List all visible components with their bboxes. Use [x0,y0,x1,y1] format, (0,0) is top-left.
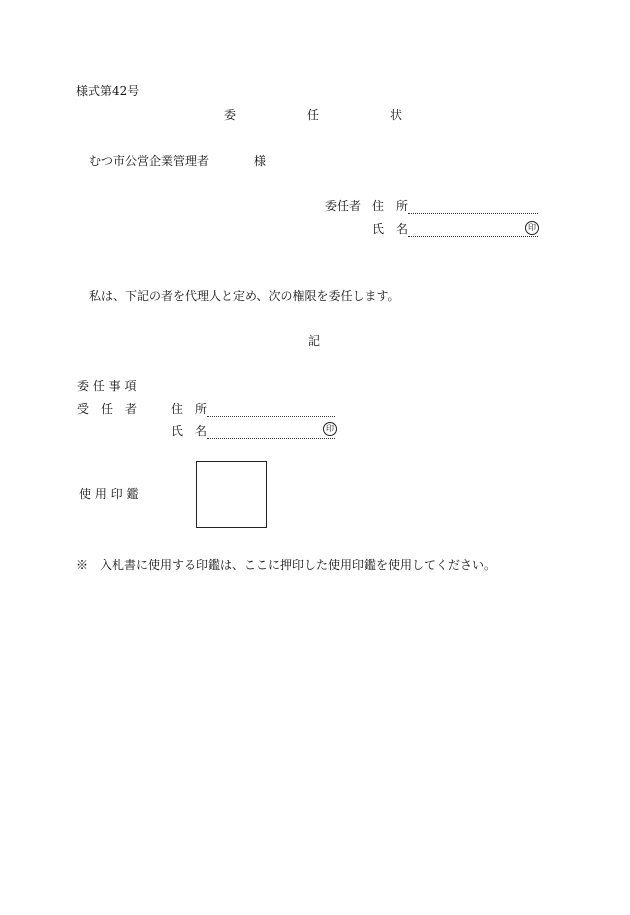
delegator-label: 委任者 [325,199,362,213]
seal-impression-box[interactable] [196,461,267,528]
title-char-1: 委 [224,108,237,122]
agent-seal-icon: 印 [323,422,337,436]
agent-address-line[interactable] [207,416,335,417]
agent-name-line[interactable] [207,438,335,439]
agent-address-label: 住 所 [171,402,208,416]
statement-text: 私は、下記の者を代理人と定め、次の権限を委任します。 [89,289,400,303]
title-char-2: 任 [307,108,320,122]
delegator-seal-icon: 印 [525,221,539,235]
delegator-address-line[interactable] [408,213,538,214]
title-char-3: 状 [390,108,403,122]
form-number: 様式第42号 [76,84,140,98]
ki-heading: 記 [308,334,321,348]
agent-label: 受 任 者 [77,402,138,416]
delegator-name-label: 氏 名 [372,222,409,236]
seal-used-label: 使 用 印 鑑 [79,487,139,501]
addressee-honorific: 様 [254,154,267,168]
delegator-address-label: 住 所 [372,199,409,213]
agent-name-label: 氏 名 [171,424,208,438]
note-text: ※ 入札書に使用する印鑑は、ここに押印した使用印鑑を使用してください。 [76,558,497,572]
delegator-name-line[interactable] [408,236,538,237]
delegated-matters-label: 委 任 事 項 [77,379,137,393]
addressee-name: むつ市公営企業管理者 [89,154,210,168]
